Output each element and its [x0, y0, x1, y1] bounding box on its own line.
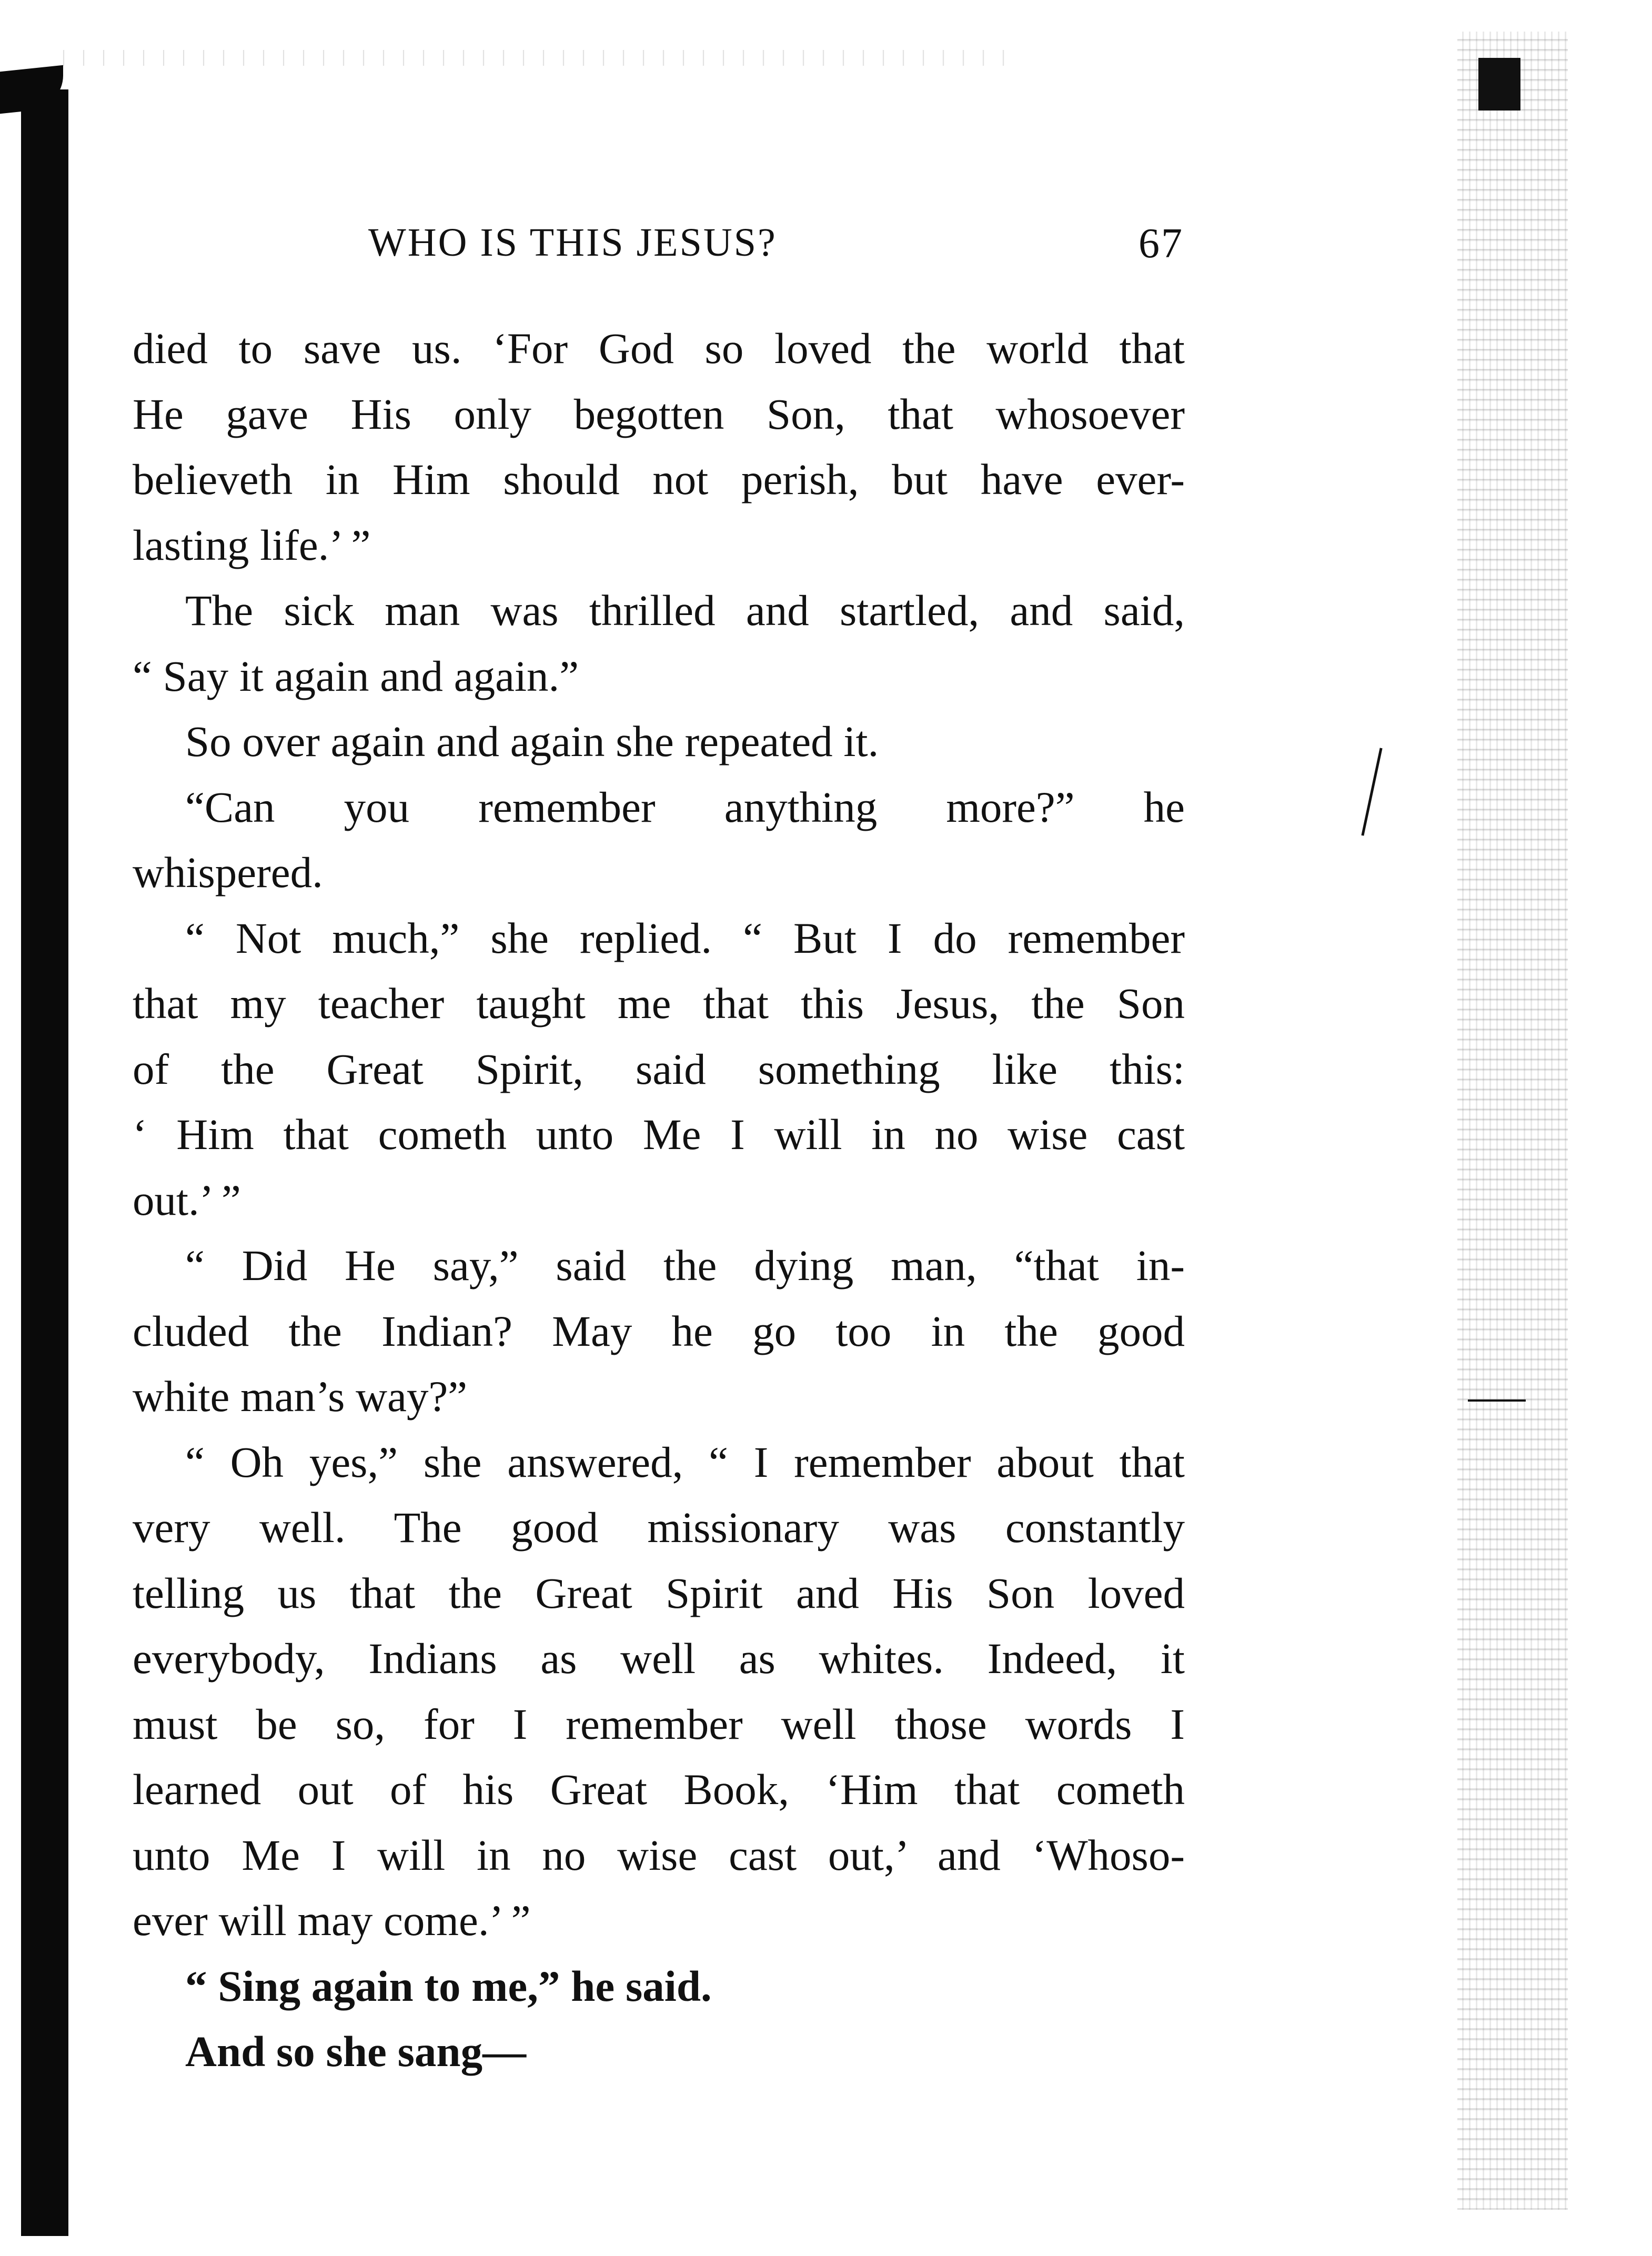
text-line: died to save us. ‘For God so loved the world that	[133, 324, 1185, 372]
scan-noise-right-margin	[1457, 32, 1568, 2210]
page-number: 67	[1139, 220, 1184, 267]
text-line: “ Oh yes,” she answered, “ I remember about that	[185, 1437, 1185, 1486]
text-line: “ Sing again to me,” he said.	[185, 1961, 712, 2010]
text-line: very well. The good missionary was constantly	[133, 1503, 1185, 1552]
text-line: white man’s way?”	[133, 1372, 468, 1421]
text-line: telling us that the Great Spirit and His Son loved	[133, 1568, 1185, 1617]
scan-mark-block	[1478, 58, 1520, 110]
text-line: everybody, Indians as well as whites. Indeed, it	[133, 1634, 1185, 1683]
text-line: whispered.	[133, 848, 323, 897]
binding-edge	[21, 89, 68, 2236]
text-line: out.’ ”	[133, 1175, 241, 1224]
text-line: believeth in Him should not perish, but have ever-	[133, 455, 1185, 503]
running-header	[368, 210, 1184, 268]
text-line: ‘ Him that cometh unto Me I will in no wise cast	[133, 1110, 1185, 1159]
text-line: The sick man was thrilled and startled, and said,	[185, 586, 1185, 634]
text-line: ever will may come.’ ”	[133, 1896, 531, 1945]
text-line: lasting life.’ ”	[133, 520, 371, 569]
text-line: unto Me I will in no wise cast out,’ and ‘Whoso-	[133, 1830, 1185, 1879]
text-line: “Can you remember anything more?” he	[185, 782, 1185, 831]
text-line: learned out of his Great Book, ‘Him that cometh	[133, 1765, 1185, 1814]
text-line: cluded the Indian? May he go too in the good	[133, 1306, 1185, 1355]
text-line: So over again and again she repeated it.	[185, 717, 879, 766]
body-text	[133, 316, 1185, 2084]
text-line: He gave His only begotten Son, that whosoever	[133, 389, 1185, 438]
text-line: “ Did He say,” said the dying man, “that in-	[185, 1241, 1185, 1290]
text-line: that my teacher taught me that this Jesus, the Son	[133, 979, 1185, 1028]
stray-dash-mark	[1468, 1399, 1526, 1402]
text-line: “ Say it again and again.”	[133, 651, 579, 700]
scan-noise-top	[63, 50, 1010, 66]
text-line: of the Great Spirit, said something like this:	[133, 1044, 1185, 1093]
text-line: must be so, for I remember well those words I	[133, 1699, 1185, 1748]
stray-pencil-mark	[1361, 748, 1382, 835]
text-line: And so she sang—	[185, 2027, 527, 2076]
running-title: WHO IS THIS JESUS?	[368, 220, 777, 265]
text-line: “ Not much,” she replied. “ But I do remember	[185, 913, 1185, 962]
